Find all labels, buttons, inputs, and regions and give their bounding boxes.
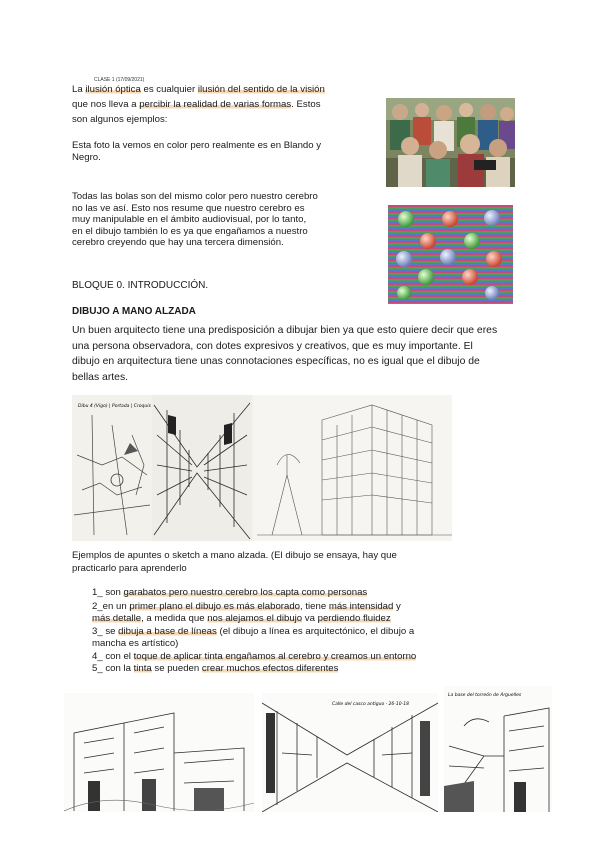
sketch-note-right: La base del torreón de Arguelles: [448, 693, 522, 698]
group-photo-drawing: [386, 98, 515, 187]
list-text: va: [302, 613, 318, 624]
sketch-center-drawing: [262, 693, 438, 812]
list-text: , a medida que: [141, 613, 208, 624]
intro-text: es cualquier: [140, 84, 198, 95]
sketch-building-right: [444, 686, 552, 812]
sketches-top-drawing: [72, 395, 452, 541]
examples-line: Ejemplos de apuntes o sketch a mano alzada. (El dibujo se ensaya, hay que: [72, 550, 397, 561]
numbered-list: [92, 587, 492, 676]
dibujo-line: dibujo en arquitectura tiene unas connotaciones específicas, no es igual que el dibujo de: [72, 356, 480, 367]
balls-paragraph: [72, 191, 372, 249]
balls-line: en el dibujo también lo es ya que engañamos a nuestro: [72, 225, 308, 237]
caption-line: Negro.: [72, 152, 101, 163]
examples-paragraph: [72, 549, 472, 575]
highlight-percibir: percibir la realidad de varias formas: [139, 99, 292, 110]
sketch-right-drawing: [444, 686, 552, 812]
balls-line: muy manipulable en el ámbito audiovisual, por lo tanto,: [72, 214, 307, 226]
list-item-4: [92, 651, 492, 664]
balls-drawing: [388, 205, 513, 304]
sketch-left-drawing: [64, 693, 254, 812]
list-item-2: [92, 601, 492, 614]
highlight-fluidez: perdiendo fluidez: [317, 613, 391, 624]
highlight-tinta: tinta: [133, 663, 152, 674]
intro-text: que nos lleva a: [72, 99, 140, 110]
list-text: 5_ con la: [92, 663, 134, 674]
intro-text: La: [72, 84, 86, 95]
sketch-note-center: Calle del casco antiguo · 26-10-18: [332, 702, 409, 707]
dibujo-line: Un buen arquitecto tiene una predisposición a dibujar bien ya que esto quiere decir que eres: [72, 325, 498, 336]
highlight-primer-plano: primer plano el dibujo es más elaborado: [129, 600, 301, 612]
list-text: se pueden: [151, 663, 202, 674]
sketch-street-center: [262, 693, 438, 812]
intro-text: son algunos ejemplos:: [72, 114, 168, 125]
list-text: 1_ son: [92, 587, 124, 598]
highlight-lineas: dibuja a base de líneas: [118, 625, 217, 637]
sketches-panel-top: [72, 395, 452, 541]
highlight-alejamos: nos alejamos el dibujo: [207, 613, 303, 624]
list-item-2-cont: [92, 613, 492, 626]
balls-line: Todas las bolas son del mismo color pero nuestro cerebro: [72, 191, 318, 202]
class-date-note: CLASE 1 (17/09/2021): [94, 77, 145, 83]
bloque-heading: BLOQUE 0. INTRODUCCIÓN.: [72, 280, 209, 291]
list-text: 2_en un: [92, 600, 130, 612]
group-photo-illusion: [386, 98, 515, 187]
caption-line: Esta foto la vemos en color pero realmente es en Blando y: [72, 140, 322, 151]
list-item-1: [92, 587, 492, 600]
balls-line: no las ve así. Esto nos resume que nuestro cerebro es: [72, 202, 305, 214]
list-text: y: [393, 600, 401, 612]
striped-balls-illusion: [388, 205, 513, 304]
examples-line: practicarlo para aprenderlo: [72, 563, 187, 574]
list-item-3: [92, 626, 492, 639]
highlight-tinta-entorno: toque de aplicar tinta engañamos al cerebro y creamos un entorno: [133, 650, 417, 662]
highlight-intensidad: más intensidad: [328, 600, 394, 612]
highlight-garabatos: garabatos pero nuestro cerebro los capta como personas: [123, 587, 368, 598]
list-text: 3_ se: [92, 625, 119, 637]
intro-text: . Estos: [291, 99, 321, 110]
list-item-3-cont: mancha es artístico): [92, 638, 179, 649]
intro-paragraph: [72, 84, 377, 126]
dibujo-heading: DIBUJO A MANO ALZADA: [72, 306, 196, 317]
sketch-note-left: Dibu 4 (Vigo) | Portada | Croquis: [78, 404, 151, 409]
highlight-detalle: más detalle: [92, 613, 142, 624]
sketch-building-left: [64, 693, 254, 812]
dibujo-paragraph: [72, 323, 542, 385]
dibujo-line: una persona observadora, con dotes expresivos y creativos, que es muy importante. El: [72, 340, 473, 352]
list-item-5: [92, 663, 492, 676]
highlight-ilusion-sentido: ilusión del sentido de la visión: [197, 84, 325, 95]
dibujo-line: bellas artes.: [72, 371, 129, 383]
highlight-ilusion-optica: ilusión óptica: [85, 84, 141, 95]
list-text: (el dibujo a línea es arquitectónico, el dibujo a: [216, 625, 415, 637]
balls-line: cerebro creyendo que hay una tercera dimensión.: [72, 237, 284, 249]
highlight-efectos: crear muchos efectos diferentes: [201, 663, 339, 674]
photo-caption: [72, 140, 382, 164]
list-text: , tiene: [300, 600, 329, 612]
list-text: 4_ con el: [92, 650, 134, 662]
